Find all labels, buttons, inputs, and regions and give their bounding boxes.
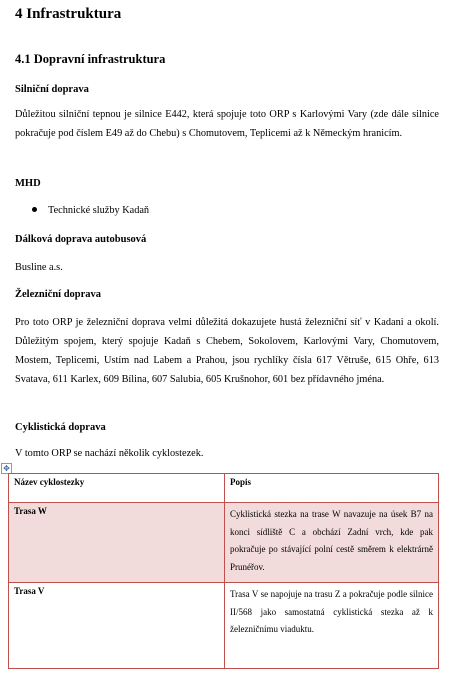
heading-zeleznicni-doprava: Železniční doprava — [15, 289, 102, 300]
list-item-label: Technické služby Kadaň — [48, 205, 150, 216]
cyklostezky-table — [8, 473, 439, 669]
trasa-name: Trasa W — [14, 506, 47, 516]
paragraph-cyklisticka-doprava: V tomto ORP se nachází několik cyklostezek. — [15, 448, 204, 459]
table-cell-desc: Cyklistická stezka na trase W navazuje na úsek B7 na konci sídliště C a obchází Zadní vrch, kde pak pokračuje po stávající polní cestě směrem k elektrárně Prunéřov. — [225, 503, 439, 583]
table-cell-desc: Trasa V se napojuje na trasu Z a pokračuje podle silnice II/568 jako samostatná cyklistická stezka až k železničnímu viaduktu. — [225, 583, 439, 669]
heading-dalkova-doprava: Dálková doprava autobusová — [15, 234, 147, 245]
bullet-icon — [32, 207, 37, 212]
heading-cyklisticka-doprava: Cyklistická doprava — [15, 422, 106, 433]
table-move-handle-icon[interactable]: ✥ — [1, 463, 12, 474]
column-header-popis: Popis — [225, 474, 439, 503]
trasa-name: Trasa V — [14, 586, 45, 596]
table-row — [9, 503, 439, 583]
paragraph-silnicni-doprava: Důležitou silniční tepnou je silnice E442, která spojuje toto ORP s Karlovými Vary (zde dále silnice pokračuje pod číslem E49 až do Chebu) s Chomutovem, Teplicemi až k Německým hranicím. — [15, 109, 439, 139]
heading-dopravni-infrastruktura: 4.1 Dopravní infrastruktura — [15, 52, 166, 66]
paragraph-dalkova-doprava: Busline a.s. — [15, 262, 63, 273]
heading-infrastruktura: 4 Infrastruktura — [15, 6, 122, 22]
table-cell-name — [9, 583, 225, 669]
heading-mhd: MHD — [15, 178, 41, 189]
table-cell-name — [9, 503, 225, 583]
heading-silnicni-doprava: Silniční doprava — [15, 84, 89, 95]
table-header-row — [9, 474, 439, 503]
paragraph-zeleznicni-doprava: Pro toto ORP je železniční doprava velmi důležitá dokazujete hustá železniční síť v Kadani a okolí. Důležitým spojem, který spojuje Kadaň s Chebem, Sokolovem, Karlovými Vary, Chomutovem, Mostem, Teplicemi, Ustím nad Labem a Prahou, jsou rychlíky čísla 617 Větruše, 615 Ohře, 613 Svatava, 611 Karlex, 609 Bílina, 607 Salubia, 605 Krušnohor, 601 bez přídavného jména. — [15, 317, 439, 385]
list-item — [32, 201, 149, 220]
column-header-name: Název cyklostezky — [9, 474, 225, 503]
table-row — [9, 583, 439, 669]
